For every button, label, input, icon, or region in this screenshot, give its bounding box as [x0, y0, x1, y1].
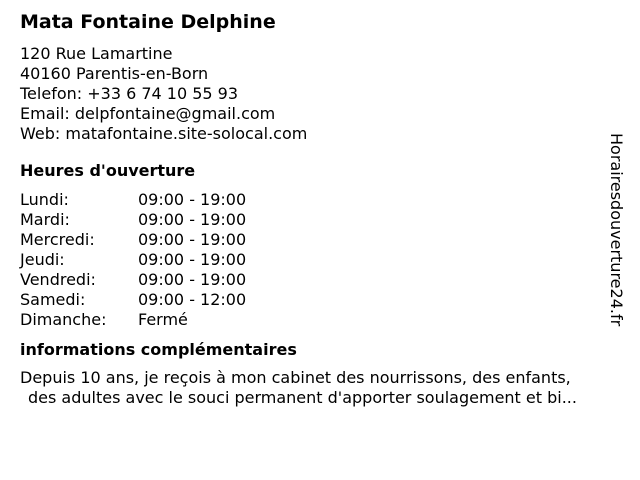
hours-time: 09:00 - 19:00: [138, 270, 247, 289]
hours-table: [20, 190, 620, 330]
business-name: Mata Fontaine Delphine: [20, 11, 276, 33]
watermark-text: Horairesdouverture24.fr: [607, 133, 626, 327]
hours-time: Fermé: [138, 310, 188, 329]
email-line: Email: delpfontaine@gmail.com: [20, 104, 276, 123]
hours-row: [20, 290, 620, 310]
hours-row: [20, 190, 620, 210]
contact-block: [20, 44, 620, 144]
extra-info-heading: informations complémentaires: [20, 340, 297, 359]
description-line-2: des adultes avec le souci permanent d'apporter soulagement et bi...: [28, 388, 577, 407]
hours-row: [20, 310, 620, 330]
hours-day: Lundi:: [20, 190, 69, 209]
hours-day: Dimanche:: [20, 310, 107, 329]
hours-time: 09:00 - 12:00: [138, 290, 247, 309]
hours-heading: Heures d'ouverture: [20, 161, 196, 180]
hours-day: Mercredi:: [20, 230, 95, 249]
hours-row: [20, 230, 620, 250]
hours-day: Jeudi:: [20, 250, 65, 269]
hours-time: 09:00 - 19:00: [138, 250, 247, 269]
hours-day: Vendredi:: [20, 270, 96, 289]
hours-time: 09:00 - 19:00: [138, 190, 247, 209]
hours-time: 09:00 - 19:00: [138, 230, 247, 249]
phone-line: Telefon: +33 6 74 10 55 93: [20, 84, 239, 103]
hours-day: Samedi:: [20, 290, 86, 309]
address-city: 40160 Parentis-en-Born: [20, 64, 209, 83]
hours-row: [20, 250, 620, 270]
web-line: Web: matafontaine.site-solocal.com: [20, 124, 308, 143]
description-line-1: Depuis 10 ans, je reçois à mon cabinet des nourrissons, des enfants,: [20, 368, 571, 387]
address-street: 120 Rue Lamartine: [20, 44, 173, 63]
business-card: [20, 10, 620, 408]
site-watermark: [602, 133, 630, 348]
hours-row: [20, 270, 620, 290]
hours-day: Mardi:: [20, 210, 70, 229]
hours-time: 09:00 - 19:00: [138, 210, 247, 229]
hours-row: [20, 210, 620, 230]
